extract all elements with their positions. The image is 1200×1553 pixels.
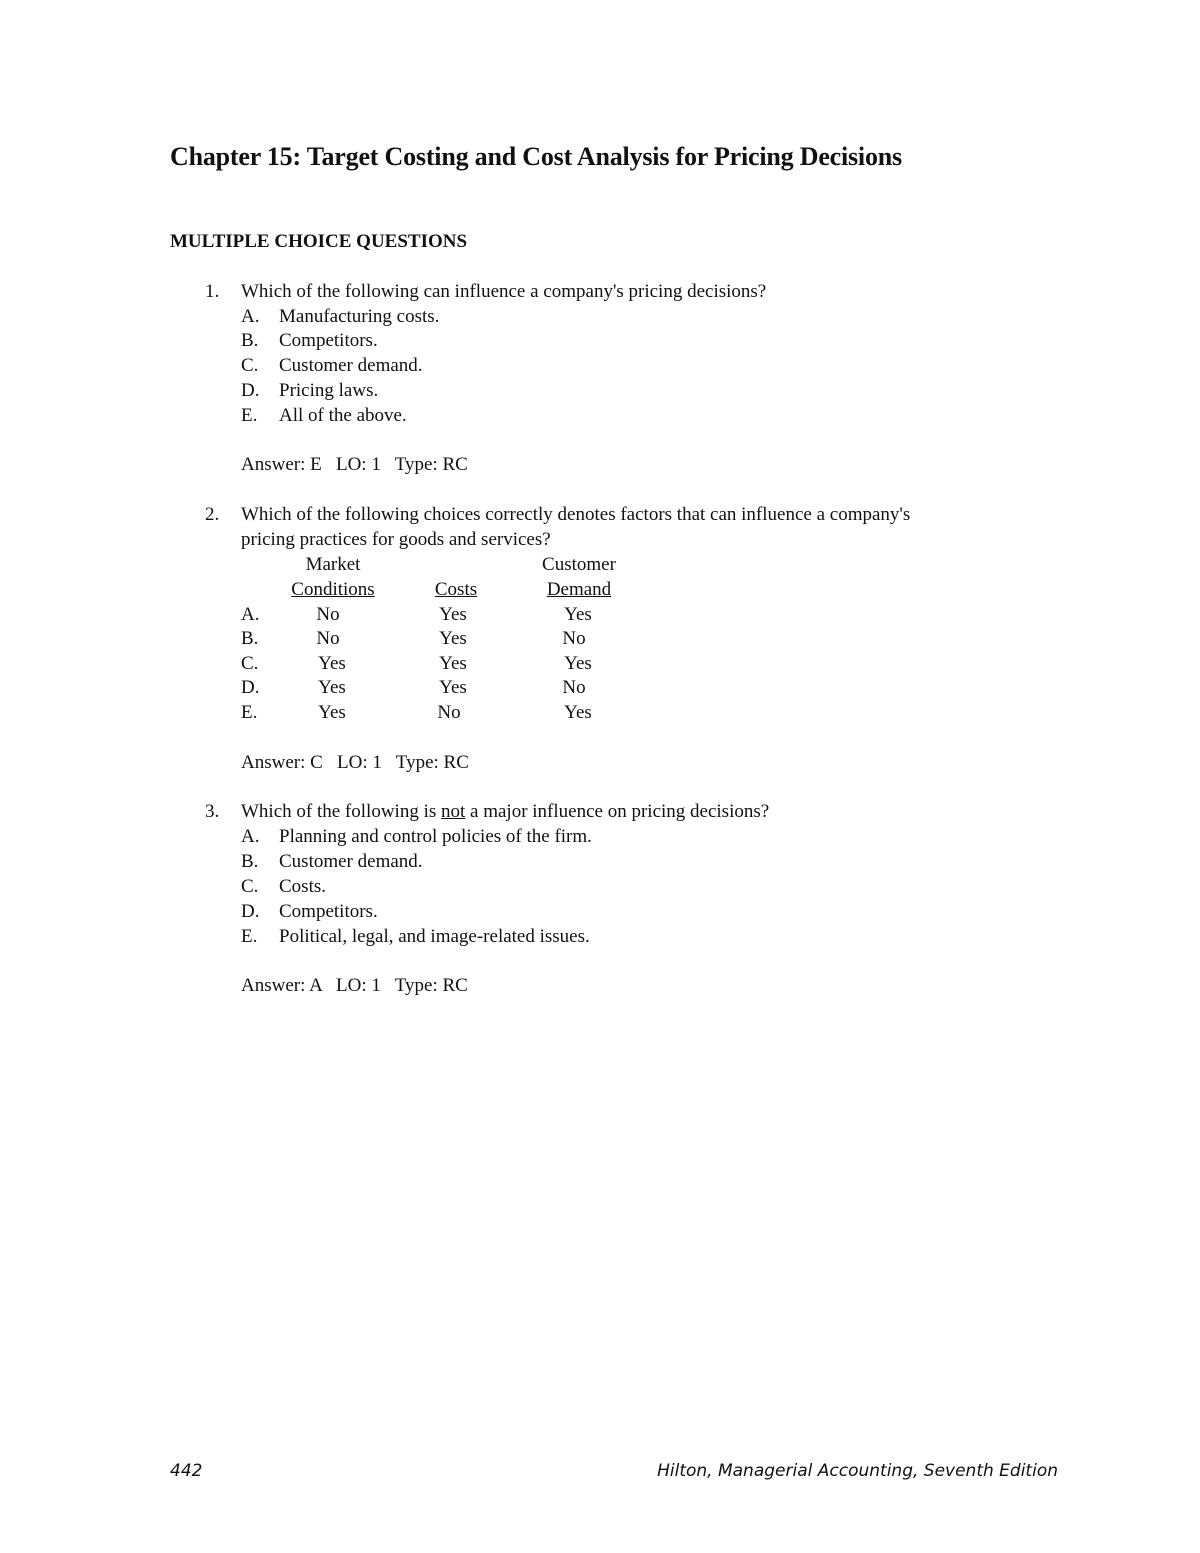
answer-line: Answer: A LO: 1 Type: RC xyxy=(241,975,468,996)
table-cell: Yes xyxy=(439,653,467,674)
question-text-continued: pricing practices for goods and services? xyxy=(241,529,551,550)
table-cell: Yes xyxy=(564,702,592,723)
column-header: Demand xyxy=(546,579,612,600)
option-letter: D. xyxy=(241,901,260,922)
option-letter: D. xyxy=(241,380,260,401)
page-number: 442 xyxy=(170,1461,203,1481)
option-letter: A. xyxy=(241,826,260,847)
emphasis-word: not xyxy=(441,801,466,822)
option-letter: B. xyxy=(241,628,259,649)
book-citation: Hilton, Managerial Accounting, Seventh Edition xyxy=(657,1461,1058,1481)
option-letter: E. xyxy=(241,702,258,723)
table-cell: Yes xyxy=(564,653,592,674)
option-letter: C. xyxy=(241,653,259,674)
option-letter: A. xyxy=(241,306,260,327)
option-text: Political, legal, and image-related issues. xyxy=(279,926,590,947)
option-text: Costs. xyxy=(279,876,326,897)
column-header: Customer xyxy=(542,554,616,575)
option-letter: B. xyxy=(241,330,259,351)
table-cell: Yes xyxy=(564,604,592,625)
question-text: Which of the following can influence a company's pricing decisions? xyxy=(241,281,767,302)
option-letter: B. xyxy=(241,851,259,872)
column-header: Costs xyxy=(434,579,478,600)
column-header: Conditions xyxy=(291,579,375,600)
answer-line: Answer: E LO: 1 Type: RC xyxy=(241,454,468,475)
table-cell: No xyxy=(562,677,586,698)
option-text: Customer demand. xyxy=(279,851,423,872)
section-title: MULTIPLE CHOICE QUESTIONS xyxy=(170,231,468,252)
option-text: Manufacturing costs. xyxy=(279,306,440,327)
option-letter: C. xyxy=(241,355,259,376)
question-text: Which of the following choices correctly denotes factors that can influence a company's xyxy=(241,504,911,525)
table-cell: Yes xyxy=(439,628,467,649)
option-text: Planning and control policies of the firm. xyxy=(279,826,592,847)
question-number: 1. xyxy=(205,281,220,302)
chapter-title: Chapter 15: Target Costing and Cost Analysis for Pricing Decisions xyxy=(170,142,902,171)
option-letter: A. xyxy=(241,604,260,625)
option-text: Competitors. xyxy=(279,901,378,922)
option-text: All of the above. xyxy=(279,405,407,426)
column-header: Market xyxy=(305,554,361,575)
table-cell: Yes xyxy=(439,604,467,625)
option-letter: C. xyxy=(241,876,259,897)
question-text: Which of the following is not a major influence on pricing decisions? xyxy=(241,801,770,822)
option-letter: E. xyxy=(241,926,258,947)
table-cell: No xyxy=(316,628,340,649)
option-letter: D. xyxy=(241,677,260,698)
question-number: 2. xyxy=(205,504,220,525)
table-cell: Yes xyxy=(318,702,346,723)
option-text: Pricing laws. xyxy=(279,380,379,401)
option-text: Customer demand. xyxy=(279,355,423,376)
option-text: Competitors. xyxy=(279,330,378,351)
answer-line: Answer: C LO: 1 Type: RC xyxy=(241,752,469,773)
table-cell: Yes xyxy=(318,653,346,674)
table-cell: Yes xyxy=(318,677,346,698)
table-cell: No xyxy=(437,702,461,723)
table-cell: No xyxy=(316,604,340,625)
option-letter: E. xyxy=(241,405,258,426)
table-cell: Yes xyxy=(439,677,467,698)
question-number: 3. xyxy=(205,801,220,822)
table-cell: No xyxy=(562,628,586,649)
